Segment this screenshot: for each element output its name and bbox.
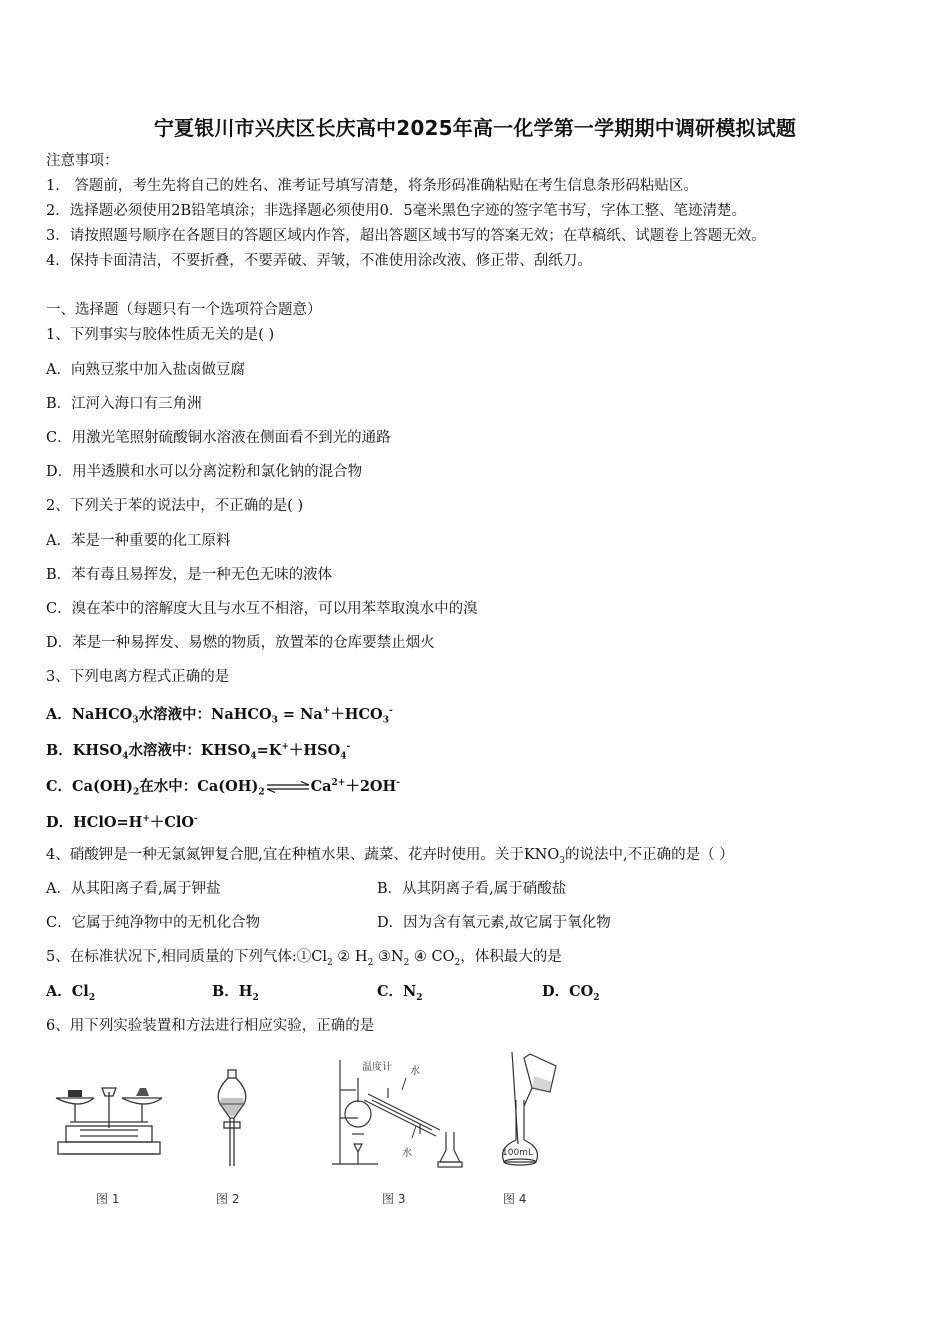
- q4-option-d: D．因为含有氧元素,故它属于氧化物: [377, 915, 611, 931]
- distillation-apparatus-figure: [328, 1056, 470, 1170]
- q5-option-c: C．$N_2$: [377, 983, 423, 1003]
- q5-option-a: A．$Cl_2$: [46, 983, 96, 1003]
- water-outlet-label: 水: [402, 1148, 412, 1159]
- q4-option-c: C．它属于纯净物中的无机化合物: [46, 915, 261, 931]
- separatory-funnel-figure: [210, 1068, 254, 1172]
- q2-option-a: A．苯是一种重要的化工原料: [46, 533, 231, 549]
- section-heading: 一、选择题（每题只有一个选项符合题意）: [46, 302, 322, 318]
- question-4-stem: 4、硝酸钾是一种无氯氮钾复合肥,宜在种植水果、蔬菜、花卉时使用。关于$KNO_3$的说法中,不正确的是（ ）: [46, 847, 734, 866]
- page-title: 宁夏银川市兴庆区长庆高中2025年高一化学第一学期期中调研模拟试题: [153, 116, 797, 140]
- balance-scale-figure: [50, 1078, 168, 1170]
- q2-option-c: C．溴在苯中的溶解度大且与水互不相溶，可以用苯萃取溴水中的溴: [46, 601, 478, 617]
- figure-4-caption: 图 4: [503, 1192, 527, 1206]
- q2-option-d: D．苯是一种易挥发、易燃的物质，放置苯的仓库要禁止烟火: [46, 635, 435, 651]
- q3-option-a: A．NaHCO$_3$水溶液中：NaHCO$_3$ = $Na^++HCO_3^-$: [46, 705, 393, 726]
- question-6-stem: 6、用下列实验装置和方法进行相应实验，正确的是: [46, 1018, 375, 1034]
- water-inlet-label: 水: [410, 1066, 420, 1077]
- q5-option-d: D．$CO_2$: [542, 983, 600, 1003]
- notice-item: 3．请按照题号顺序在各题目的答题区域内作答，超出答题区域书写的答案无效；在草稿纸、试题卷上答题无效。: [46, 228, 766, 244]
- reversible-arrow-icon: [265, 781, 311, 793]
- q3-option-b: B．$KHSO_4$水溶液中：$KHSO_4=K^++HSO_4^-$: [46, 741, 351, 762]
- thermometer-label: 温度计: [362, 1062, 392, 1073]
- q3-option-d: D．HClO=H+＋ClO-: [46, 813, 198, 831]
- notice-item: 4．保持卡面清洁，不要折叠，不要弄破、弄皱，不准使用涂改液、修正带、刮纸刀。: [46, 253, 592, 269]
- question-3-stem: 3、下列电离方程式正确的是: [46, 669, 230, 685]
- q1-option-b: B．江河入海口有三角洲: [46, 396, 202, 412]
- notice-item: 1． 答题前，考生先将自己的姓名、准考证号填写清楚，将条形码准确粘贴在考生信息条形码粘贴区。: [46, 178, 698, 194]
- question-5-stem: 5、在标准状况下,相同质量的下列气体$:①Cl_2$ ② $H_2$ $③N_2$ ④ $CO_2$，体积最大的是: [46, 949, 562, 968]
- figure-2-caption: 图 2: [216, 1192, 240, 1206]
- q1-option-a: A．向熟豆浆中加入盐卤做豆腐: [46, 362, 245, 378]
- q4-option-a: A．从其阳离子看,属于钾盐: [46, 881, 221, 897]
- notice-item: 2．选择题必须使用2B铅笔填涂；非选择题必须使用0．5毫米黑色字迹的签字笔书写，字体工整、笔迹清楚。: [46, 203, 747, 219]
- notice-heading: 注意事项：: [46, 153, 119, 169]
- question-2-stem: 2、下列关于苯的说法中，不正确的是( ): [46, 498, 304, 514]
- figure-1-caption: 图 1: [96, 1192, 120, 1206]
- q2-option-b: B．苯有毒且易挥发，是一种无色无味的液体: [46, 567, 333, 583]
- q5-option-b: B．$H_2$: [212, 983, 259, 1003]
- question-1-stem: 1、下列事实与胶体性质无关的是( ): [46, 327, 275, 343]
- q3-option-c: C．$Ca(OH)_2$在水中：$Ca(OH)_2$ $Ca^{2+}+2OH^-$: [46, 777, 400, 798]
- q1-option-c: C．用激光笔照射硫酸铜水溶液在侧面看不到光的通路: [46, 430, 391, 446]
- q1-option-d: D．用半透膜和水可以分离淀粉和氯化钠的混合物: [46, 464, 363, 480]
- q4-option-b: B．从其阴离子看,属于硝酸盐: [377, 881, 567, 897]
- figure-3-caption: 图 3: [382, 1192, 406, 1206]
- flask-volume-label: 100mL: [502, 1148, 533, 1158]
